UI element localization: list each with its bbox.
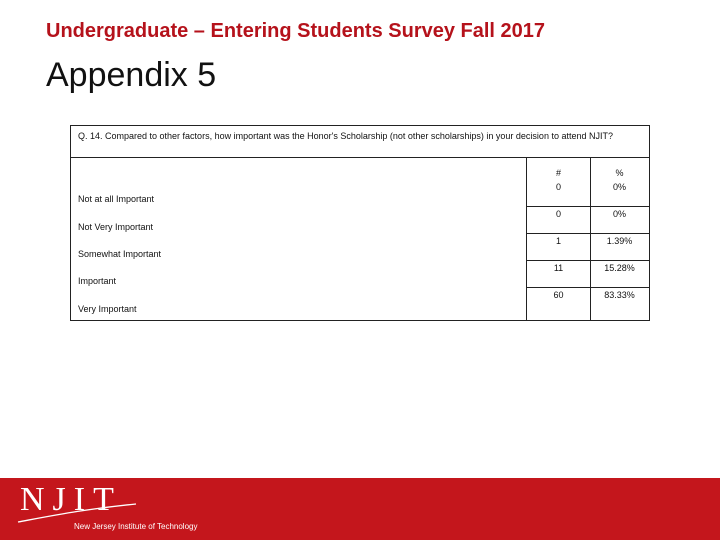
percent-cell: 0%: [590, 180, 649, 207]
percent-header: %: [615, 168, 624, 178]
count-cell: 11: [527, 261, 590, 288]
logo-subtitle: New Jersey Institute of Technology: [74, 522, 198, 531]
count-header: #: [555, 168, 561, 178]
row-label: Not Very Important: [78, 222, 154, 232]
percent-cell: 15.28%: [590, 261, 649, 288]
count-cell: 0: [527, 207, 590, 234]
footer-bar: [0, 478, 720, 540]
count-cell: 60: [553, 290, 564, 300]
percent-cell: 83.33%: [604, 290, 635, 300]
row-label: Very Important: [78, 304, 137, 314]
percent-cell: 1.39%: [590, 234, 649, 261]
count-cell: 1: [527, 234, 590, 261]
percent-column: [590, 158, 649, 320]
njit-logo: [16, 482, 266, 536]
page-title: Appendix 5: [46, 56, 217, 94]
survey-question: Q. 14. Compared to other factors, how important was the Honor's Scholarship (not other scholarships) in your decision to attend NJIT?: [71, 126, 649, 158]
percent-cell: 0%: [590, 207, 649, 234]
logo-text: NJIT: [20, 482, 122, 518]
row-label: Important: [78, 276, 117, 286]
survey-table: [70, 125, 650, 321]
row-label: Not at all Important: [78, 194, 155, 204]
header-title: Undergraduate – Entering Students Survey Fall 2017: [46, 20, 546, 42]
count-column: [526, 158, 591, 320]
row-label: Somewhat Important: [78, 249, 162, 259]
count-cell: 0: [527, 180, 590, 207]
